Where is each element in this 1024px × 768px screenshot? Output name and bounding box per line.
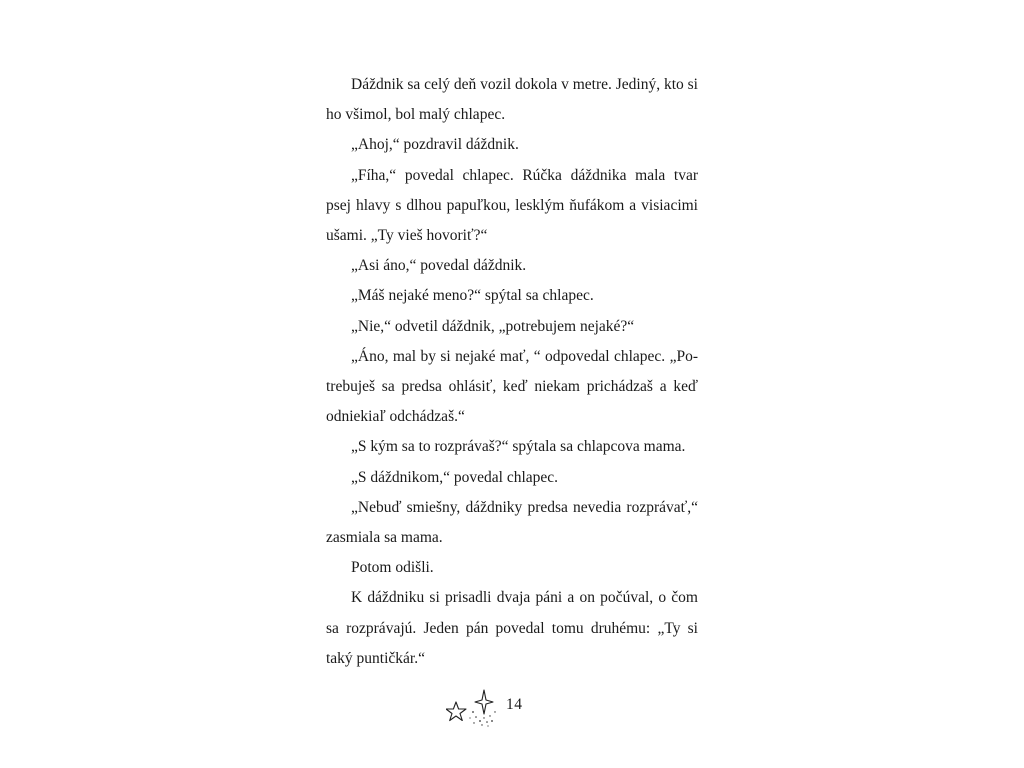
paragraph: „Máš nejaké meno?“ spýtal sa chlapec. xyxy=(351,287,594,305)
paragraph: „Nie,“ odvetil dáždnik, „potrebujem nejaké?“ xyxy=(351,317,635,335)
paragraph: „S dáždnikom,“ povedal chlapec. xyxy=(351,468,559,486)
page-footer xyxy=(440,688,550,732)
paragraph: „Áno, mal by si nejaké mať, “ odpovedal chlapec. „Potrebuješ sa predsa ohlásiť, keď niekam prichádzaš a keď odniekiaľ odchádzaš.“ xyxy=(326,347,698,426)
paragraph: K dáždniku si prisadli dvaja páni a on počúval, o čom sa rozprávajú. Jeden pán povedal tomu druhému: „Ty si taký puntičkár.“ xyxy=(326,589,698,667)
page-number: 14 xyxy=(506,696,523,713)
paragraph: „S kým sa to rozprávaš?“ spýtala sa chlapcova mama. xyxy=(351,438,686,456)
stars-ornament-icon xyxy=(446,688,504,728)
paragraph: Dáždnik sa celý deň vozil dokola v metre. Jediný, kto si ho všimol, bol malý chlapec. xyxy=(326,76,698,124)
paragraph: „Ahoj,“ pozdravil dáždnik. xyxy=(351,136,519,154)
paragraph: „Nebuď smiešny, dáždniky predsa nevedia rozprávať,“ zasmiala sa mama. xyxy=(326,498,698,547)
paragraph: „Fíha,“ povedal chlapec. Rúčka dáždnika mala tvar psej hlavy s dlhou papuľkou, lesklým ňufákom a visiacimi ušami. „Ty vieš hovoriť?“ xyxy=(326,166,698,245)
paragraph: „Asi áno,“ povedal dáždnik. xyxy=(351,257,527,275)
body-text xyxy=(326,70,698,674)
paragraph: Potom odišli. xyxy=(351,559,434,577)
